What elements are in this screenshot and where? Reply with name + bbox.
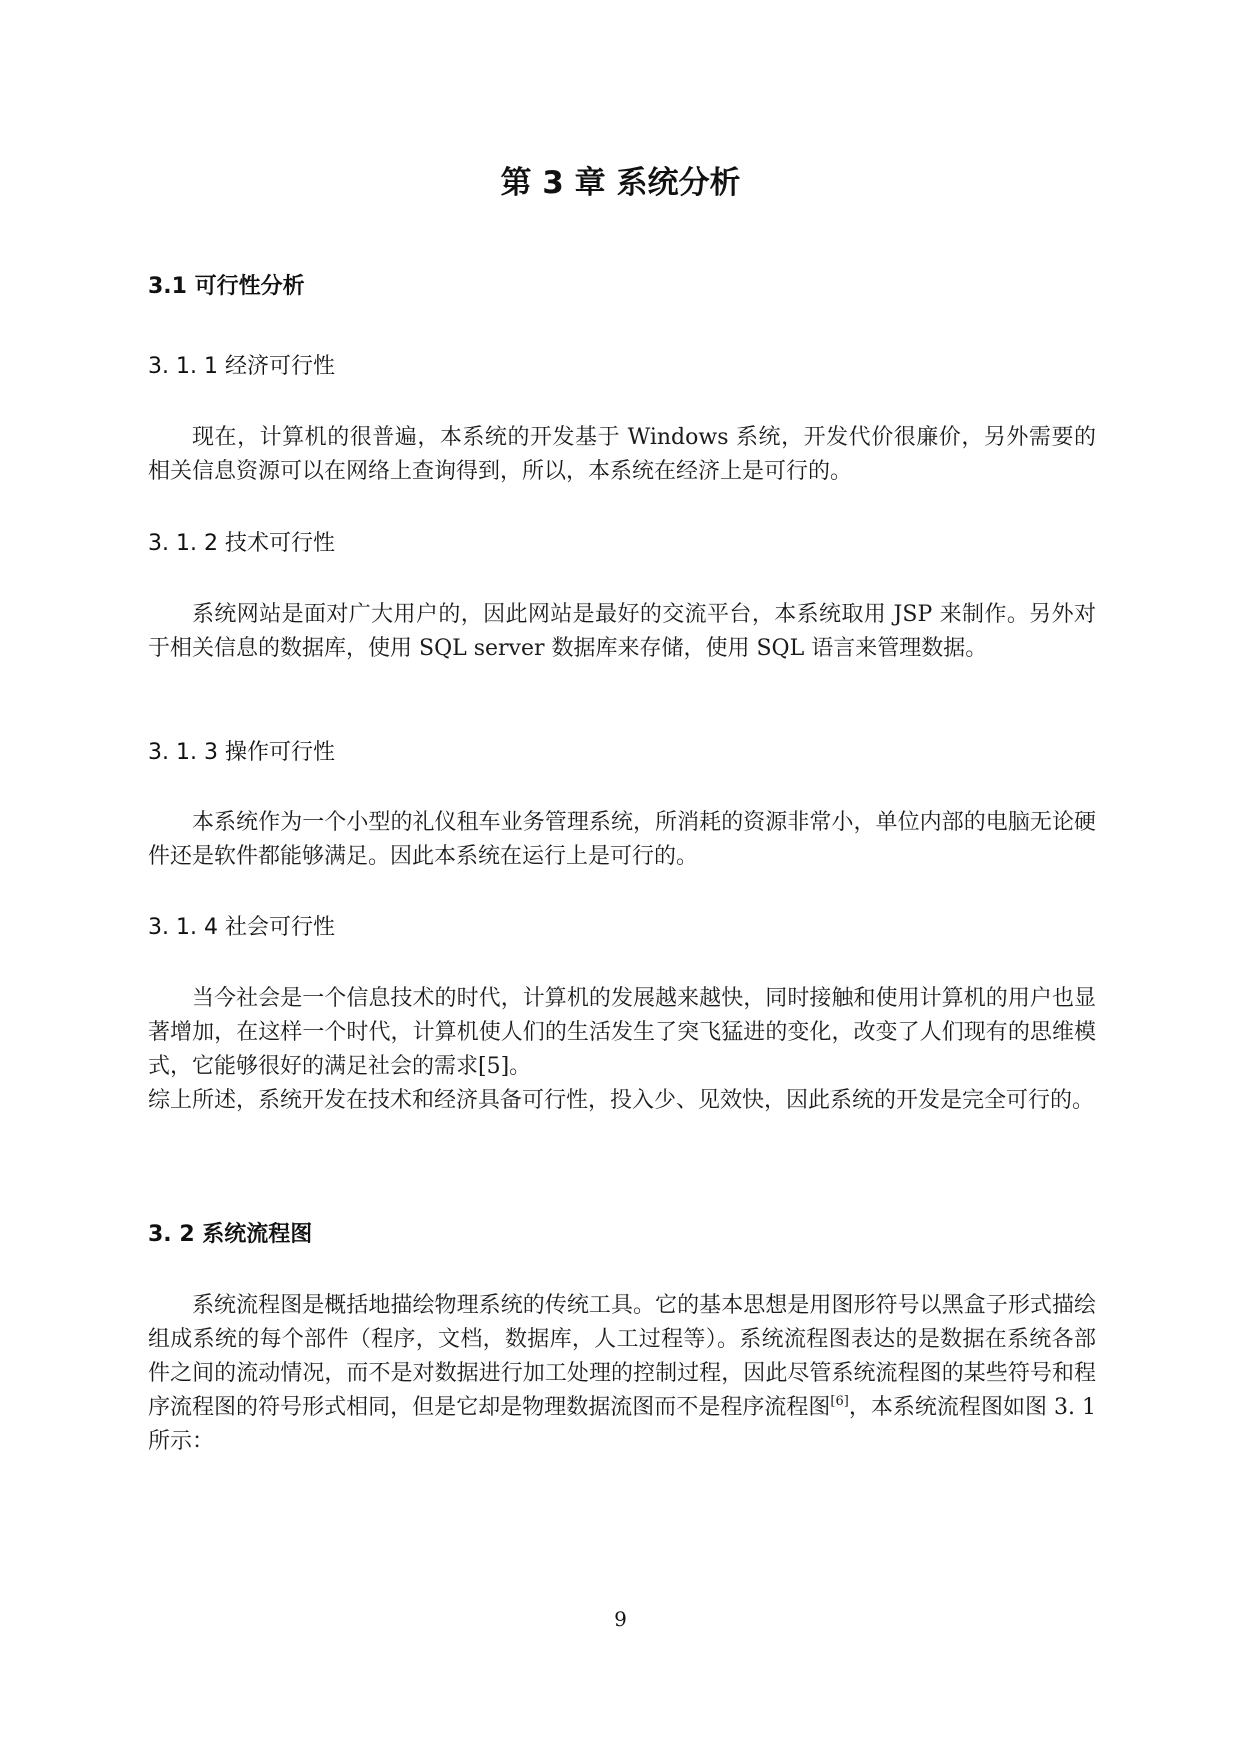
subsection-heading-3-1-4: 3. 1. 4 社会可行性: [148, 915, 335, 940]
chapter-title: 第 3 章 系统分析: [500, 165, 741, 201]
section-heading-3-1: 3.1 可行性分析: [148, 274, 305, 299]
paragraph-social-feasibility: 当今社会是一个信息技术的时代，计算机的发展越来越快，同时接触和使用计算机的用户也显著增加，在这样一个时代，计算机使人们的生活发生了突飞猛进的变化，改变了人们现有的思维模式，它能够很好的满足社会的需求[5]。: [148, 986, 1096, 1079]
subsection-heading-3-1-1: 3. 1. 1 经济可行性: [148, 354, 335, 379]
subsection-heading-3-1-2: 3. 1. 2 技术可行性: [148, 531, 335, 556]
paragraph-summary: 综上所述，系统开发在技术和经济具备可行性，投入少、见效快，因此系统的开发是完全可行的。: [148, 1088, 1095, 1113]
paragraph-economic-feasibility: 现在，计算机的很普遍，本系统的开发基于 Windows 系统，开发代价很廉价，另外需要的相关信息资源可以在网络上查询得到，所以，本系统在经济上是可行的。: [148, 425, 1096, 484]
page-number: 9: [614, 1607, 627, 1631]
paragraph-tail-text: ，本系统流程图如图 3. 1 所示：: [148, 1395, 1096, 1454]
paragraph-main-text: 系统流程图是概括地描绘物理系统的传统工具。它的基本思想是用图形符号以黑盒子形式描绘组成系统的每个部件（程序，文档，数据库，人工过程等）。系统流程图表达的是数据在系统各部件之间的流动情况，而不是对数据进行加工处理的控制过程，因此尽管系统流程图的某些符号和程序流程图的符号形式相同，但是它却是物理数据流图而不是程序流程图: [148, 1293, 1096, 1420]
subsection-heading-3-1-3: 3. 1. 3 操作可行性: [148, 740, 335, 765]
citation-marker: [6]: [830, 1394, 849, 1409]
paragraph-operational-feasibility: 本系统作为一个小型的礼仪租车业务管理系统，所消耗的资源非常小，单位内部的电脑无论硬件还是软件都能够满足。因此本系统在运行上是可行的。: [148, 810, 1096, 869]
paragraph-system-flowchart: [148, 1289, 1096, 1459]
paragraph-technical-feasibility: 系统网站是面对广大用户的，因此网站是最好的交流平台，本系统取用 JSP 来制作。另外对于相关信息的数据库，使用 SQL server 数据库来存储，使用 SQL 语言来管理数据。: [148, 602, 1096, 661]
section-heading-3-2: 3. 2 系统流程图: [148, 1222, 313, 1247]
